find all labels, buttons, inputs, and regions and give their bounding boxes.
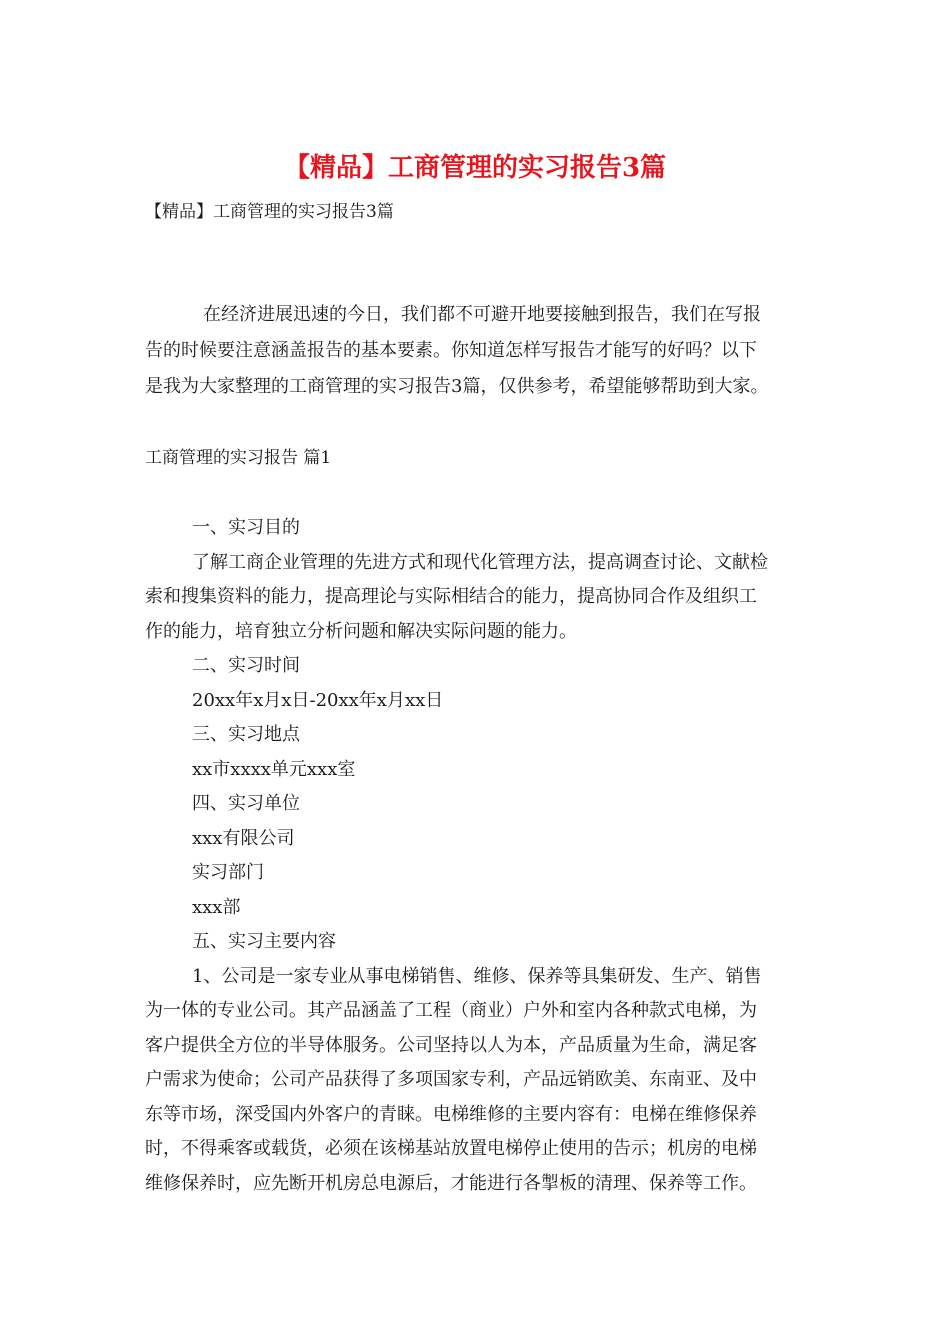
- section-heading: 工商管理的实习报告 篇1: [145, 448, 332, 468]
- department-label: 实习部门: [192, 862, 264, 883]
- intro-line: 告的时候要注意涵盖报告的基本要素。你知道怎样写报告才能写的好吗？以下: [145, 340, 757, 361]
- paragraph-line: 客户提供全方位的半导体服务。公司坚持以人为本，产品质量为生命，满足客: [145, 1034, 757, 1056]
- paragraph-line: 索和搜集资料的能力，提高理论与实际相结合的能力，提高协同合作及组织工: [145, 586, 757, 607]
- internship-dates: 20xx年x月x日-20xx年x月xx日: [192, 689, 444, 711]
- paragraph-line: 1、公司是一家专业从事电梯销售、维修、保养等具集研发、生产、销售: [192, 965, 762, 987]
- paragraph-line: 了解工商企业管理的先进方式和现代化管理方法，提高调查讨论、文献检: [192, 551, 768, 573]
- paragraph-line: 时，不得乘客或载货，必须在该梯基站放置电梯停止使用的告示；机房的电梯: [145, 1138, 757, 1159]
- department-name: xxx部: [192, 896, 241, 918]
- paragraph-line: 户需求为使命；公司产品获得了多项国家专利，产品远销欧美、东南亚、及中: [145, 1069, 757, 1090]
- heading-content: 五、实习主要内容: [192, 931, 336, 952]
- document-title: 【精品】工商管理的实习报告3篇: [283, 153, 667, 183]
- heading-location: 三、实习地点: [192, 724, 300, 745]
- heading-purpose: 一、实习目的: [192, 517, 300, 538]
- paragraph-line: 东等市场，深受国内外客户的青睐。电梯维修的主要内容有：电梯在维修保养: [145, 1103, 757, 1125]
- heading-unit: 四、实习单位: [192, 793, 300, 814]
- paragraph-line: 作的能力，培育独立分析问题和解决实际问题的能力。: [145, 620, 577, 642]
- intro-line: 是我为大家整理的工商管理的实习报告3篇，仅供参考，希望能够帮助到大家。: [145, 376, 769, 397]
- company-name: xxx有限公司: [192, 827, 295, 849]
- internship-address: xx市xxxx单元xxx室: [192, 758, 356, 780]
- intro-paragraph: [145, 297, 810, 405]
- paragraph-line: 维修保养时，应先断开机房总电源后，才能进行各掣板的清理、保养等工作。: [145, 1172, 757, 1194]
- paragraph-line: 为一体的专业公司。其产品涵盖了工程（商业）户外和室内各种款式电梯，为: [145, 1000, 757, 1021]
- intro-line: 在经济进展迅速的今日，我们都不可避开地要接触到报告，我们在写报: [203, 304, 761, 325]
- report-body: [145, 511, 815, 1201]
- document-subtitle: 【精品】工商管理的实习报告3篇: [145, 202, 394, 222]
- heading-time: 二、实习时间: [192, 655, 300, 676]
